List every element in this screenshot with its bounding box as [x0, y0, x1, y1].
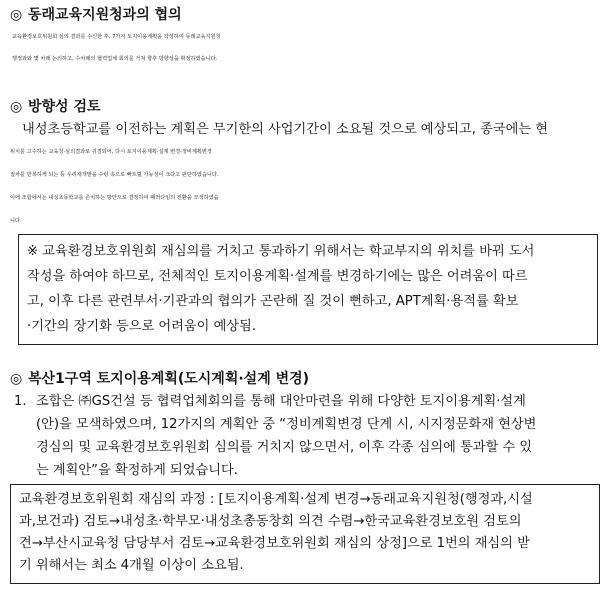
- note-box: [18, 234, 598, 345]
- section-title: 동래교육지원청과의 협의: [28, 7, 182, 23]
- note-line: ·기간의 장기화 등으로 어려움이 예상됨.: [27, 319, 256, 334]
- box-line: 견→부산시교육청 담당부서 검토→교육환경보호위원회 재심의 상정]으로 1번의 재심의 받: [19, 536, 530, 551]
- paragraph-line: 내성초등학교를 이전하는 계획은 무기한의 사업기간이 소요될 것으로 예상되고, 종국에는 현: [22, 122, 549, 137]
- review-process-box: [10, 484, 600, 584]
- double-circle-bullet-icon: ◎: [10, 99, 23, 115]
- section-heading: [10, 96, 606, 118]
- paragraph-line: 행정과와 몇 차례 논의하고, 수차례의 협력업체 회의를 거쳐 향후 방향성을 확정하였습니다.: [12, 56, 218, 62]
- section-dongrae-consultation: [10, 4, 606, 70]
- paragraph-line: 절차를 반복하게 되는 등 우리재개발을 수렁 속으로 빠트릴 가능성이 크다고 판단하였습니다.: [10, 172, 219, 178]
- item-line: 는 계획안”을 확정하게 되었습니다.: [36, 463, 238, 478]
- paragraph-line: 교육환경보호위원회 심의 결과를 수신한 후, 7가지 토지이용계획을 작성하여 동래교육지원청: [12, 34, 221, 40]
- numbered-item: [10, 390, 606, 482]
- item-line: (안)을 모색하였으며, 12가지의 계획안 중 “정비계획변경 단계 시, 시지정문화재 현상변: [36, 417, 537, 432]
- section-title: 복산1구역 토지이용계획(도시계획·설계 변경): [28, 371, 310, 387]
- double-circle-bullet-icon: ◎: [10, 7, 23, 23]
- section-heading: [10, 4, 606, 26]
- note-line: ※ 교육환경보호위원회 재심의를 거치고 통과하기 위해서는 학교부지의 위치를 바꿔 도서: [27, 244, 535, 259]
- item-line: 조합은 ㈜GS건설 등 협력업체회의를 통해 대안마련을 위해 다양한 토지이용계획·설계: [36, 394, 526, 409]
- box-line: 기 위해서는 최소 4개월 이상이 소요됨.: [19, 558, 244, 573]
- item-line: 경심의 및 교육환경보호위원회 심의를 거치지 않으면서, 이후 각종 심의에 통과할 수 있: [36, 440, 533, 455]
- section-paragraph: [10, 118, 606, 233]
- section-heading: [10, 368, 606, 390]
- note-line: 작성을 하여야 하므로, 전체적인 토지이용계획·설계를 변경하기에는 많은 어려움이 따르: [27, 269, 528, 284]
- paragraph-line: 이에 조합에서는 내성초등학교를 존치하는 방안으로 결정하여 패러다임의 전환을 모색하였습: [10, 195, 219, 201]
- section-title: 방향성 검토: [28, 99, 101, 115]
- box-line: 교육환경보호위원회 재심의 과정 : [토지이용계획·설계 변경→동래교육지원청(행정과,시설: [19, 492, 533, 507]
- paragraph-line: 니다.: [10, 218, 22, 224]
- box-line: 과,보건과) 검토→내성초·학부모·내성초총동창회 의견 수렴→한국교육환경보호원 검토의: [19, 514, 522, 529]
- item-number: 1.: [14, 394, 27, 409]
- double-circle-bullet-icon: ◎: [10, 371, 23, 387]
- note-line: 고, 이후 다른 관련부서·기관과의 협의가 곤란해 질 것이 뻔하고, APT계획·용적률 확보: [27, 294, 519, 309]
- section-boksan-land-use: [10, 368, 606, 482]
- section-direction-review: [10, 96, 606, 233]
- section-paragraph: [10, 26, 606, 70]
- paragraph-line: 위치를 고수하는 교육청·심의결과로 귀결되어, 다시 토지이용계획·설계 변경·정비계획변경: [10, 149, 212, 155]
